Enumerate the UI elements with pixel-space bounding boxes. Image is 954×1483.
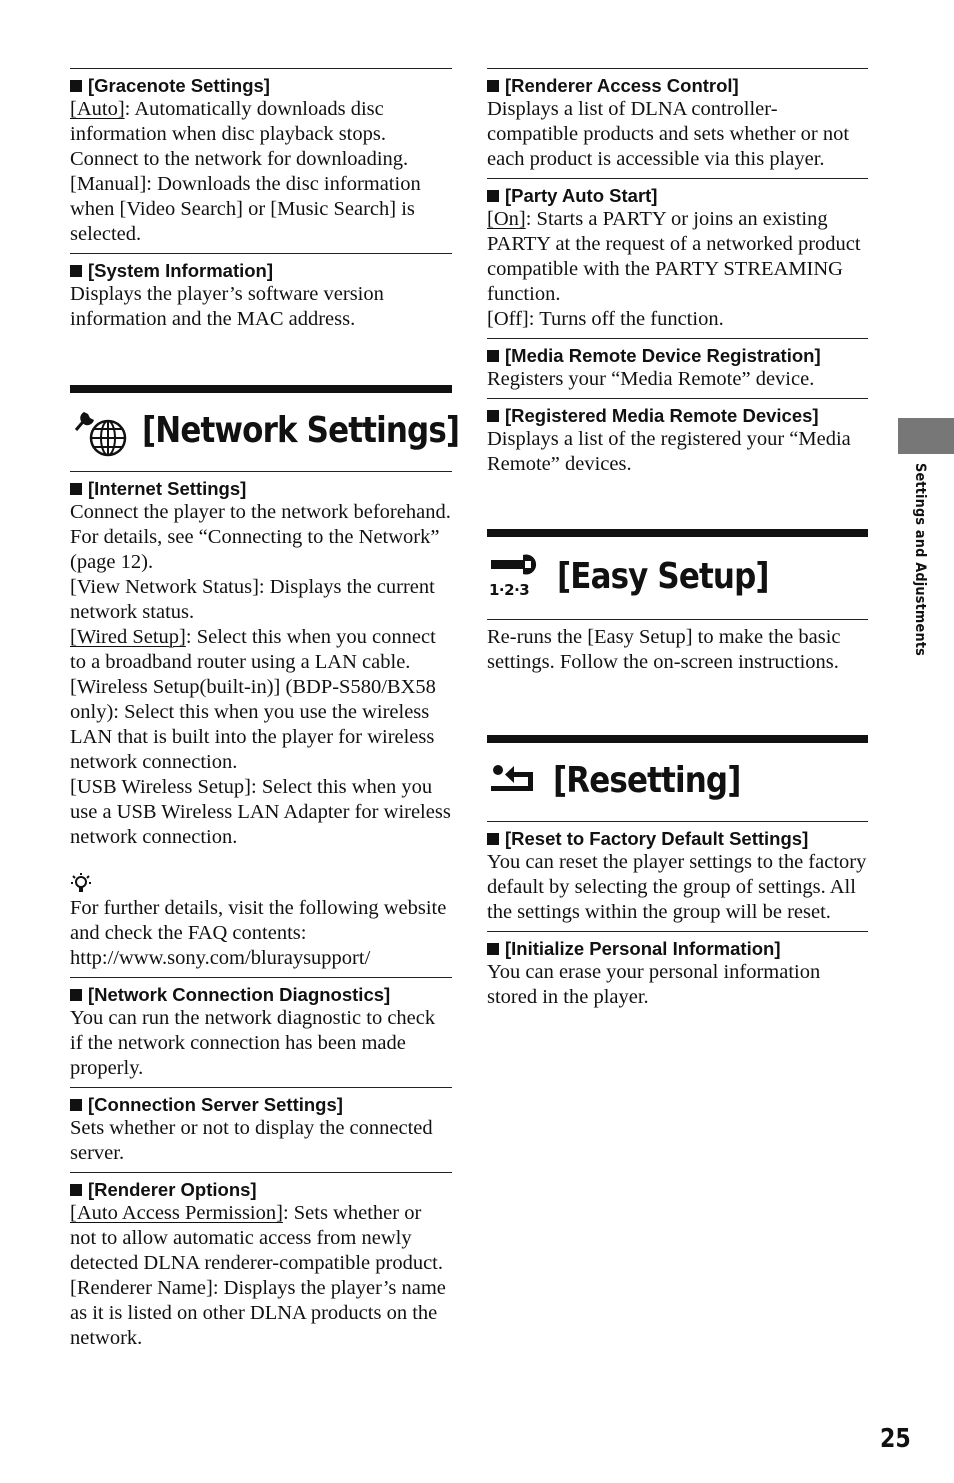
square-bullet-icon: [487, 833, 499, 845]
item-heading: [Media Remote Device Registration]: [505, 345, 821, 366]
media-remote-registration-item: [487, 338, 868, 392]
renderer-options-item: [70, 1172, 452, 1351]
item-text: Displays the player’s software version information and the MAC address.: [70, 283, 384, 330]
item-heading: [Network Connection Diagnostics]: [88, 984, 391, 1005]
network-settings-section: [70, 385, 460, 465]
item-text: You can erase your personal information stored in the player.: [487, 961, 821, 1008]
item-text: [Auto Access Permission]: Sets whether or not to allow automatic access from newly detected DLNA renderer-compatible product.: [70, 1202, 443, 1274]
easy-setup-icon: 1·2·3: [487, 551, 545, 601]
square-bullet-icon: [70, 989, 82, 1001]
initialize-personal-information-item: [487, 931, 868, 1010]
square-bullet-icon: [487, 190, 499, 202]
default-option: [Auto Access Permission]: [70, 1202, 283, 1224]
item-text: [View Network Status]: Displays the current network status.: [70, 576, 435, 623]
section-title: [Network Settings]: [142, 409, 460, 451]
item-heading: [Party Auto Start]: [505, 185, 658, 206]
square-bullet-icon: [487, 80, 499, 92]
system-information-item: [70, 253, 452, 332]
square-bullet-icon: [70, 265, 82, 277]
chapter-side-label: Settings and Adjustments: [912, 463, 928, 657]
hint-block: [70, 872, 452, 971]
party-auto-start-item: [487, 178, 868, 332]
chapter-tab-marker: [898, 418, 954, 454]
item-text: Registers your “Media Remote” device.: [487, 368, 815, 390]
gracenote-settings-item: [70, 68, 452, 247]
default-option: [Auto]: [70, 98, 125, 120]
item-text: [Renderer Name]: Displays the player’s name as it is listed on other DLNA products on the network.: [70, 1277, 446, 1349]
item-text: [Off]: Turns off the function.: [487, 308, 724, 330]
item-text: [Wireless Setup(built-in)] (BDP-S580/BX58 only): Select this when you use the wireless LAN that is built into the player for wireless network connection.: [70, 676, 436, 773]
item-text: [Manual]: Downloads the disc information when [Video Search] or [Music Search] is selected.: [70, 173, 421, 245]
easy-setup-section: [487, 529, 868, 675]
square-bullet-icon: [487, 943, 499, 955]
item-heading: [Renderer Options]: [88, 1179, 257, 1200]
square-bullet-icon: [487, 350, 499, 362]
hint-icon: [70, 872, 92, 896]
reset-factory-default-item: [487, 821, 868, 925]
item-heading: [Internet Settings]: [88, 478, 247, 499]
right-column: [487, 68, 868, 1016]
hint-text: For further details, visit the following website and check the FAQ contents: http://www.sony.com/bluraysupport/: [70, 897, 447, 969]
item-heading: [Connection Server Settings]: [88, 1094, 343, 1115]
page-number: 25: [880, 1424, 911, 1454]
item-heading: [System Information]: [88, 260, 274, 281]
item-text: [Wired Setup]: Select this when you connect to a broadband router using a LAN cable.: [70, 626, 436, 673]
resetting-icon: [487, 760, 543, 800]
item-heading: [Reset to Factory Default Settings]: [505, 828, 809, 849]
renderer-access-control-item: [487, 68, 868, 172]
connection-server-settings-item: [70, 1087, 452, 1166]
square-bullet-icon: [487, 410, 499, 422]
section-title: [Easy Setup]: [557, 555, 769, 597]
network-settings-icon: [70, 400, 132, 460]
square-bullet-icon: [70, 1184, 82, 1196]
item-text: Displays a list of DLNA controller-compatible products and sets whether or not each product is accessible via this player.: [487, 98, 850, 170]
item-text: [On]: Starts a PARTY or joins an existing PARTY at the request of a networked product compatible with the PARTY STREAMING function.: [487, 208, 861, 305]
left-column: [70, 68, 460, 1357]
internet-settings-item: [70, 471, 452, 850]
square-bullet-icon: [70, 1099, 82, 1111]
registered-media-remote-devices-item: [487, 398, 868, 477]
item-text: You can run the network diagnostic to check if the network connection has been made properly.: [70, 1007, 436, 1079]
item-text: Connect the player to the network beforehand. For details, see “Connecting to the Network” (page 12).: [70, 501, 451, 573]
square-bullet-icon: [70, 483, 82, 495]
section-title: [Resetting]: [553, 759, 741, 801]
default-option: [Wired Setup]: [70, 626, 186, 648]
item-heading: [Initialize Personal Information]: [505, 938, 781, 959]
default-option: [On]: [487, 208, 526, 230]
item-text: You can reset the player settings to the factory default by selecting the group of settings. All the settings within the group will be reset.: [487, 851, 867, 923]
network-connection-diagnostics-item: [70, 977, 452, 1081]
resetting-section: [487, 735, 868, 815]
item-text: [USB Wireless Setup]: Select this when you use a USB Wireless LAN Adapter for wireless network connection.: [70, 776, 451, 848]
item-heading: [Registered Media Remote Devices]: [505, 405, 819, 426]
item-heading: [Gracenote Settings]: [88, 75, 270, 96]
item-text: Displays a list of the registered your “Media Remote” devices.: [487, 428, 851, 475]
item-heading: [Renderer Access Control]: [505, 75, 739, 96]
section-text: Re-runs the [Easy Setup] to make the basic settings. Follow the on-screen instructions.: [487, 626, 841, 673]
square-bullet-icon: [70, 80, 82, 92]
item-text: Sets whether or not to display the connected server.: [70, 1117, 433, 1164]
item-text: [Auto]: Automatically downloads disc information when disc playback stops. Connect to the network for downloading.: [70, 98, 409, 170]
